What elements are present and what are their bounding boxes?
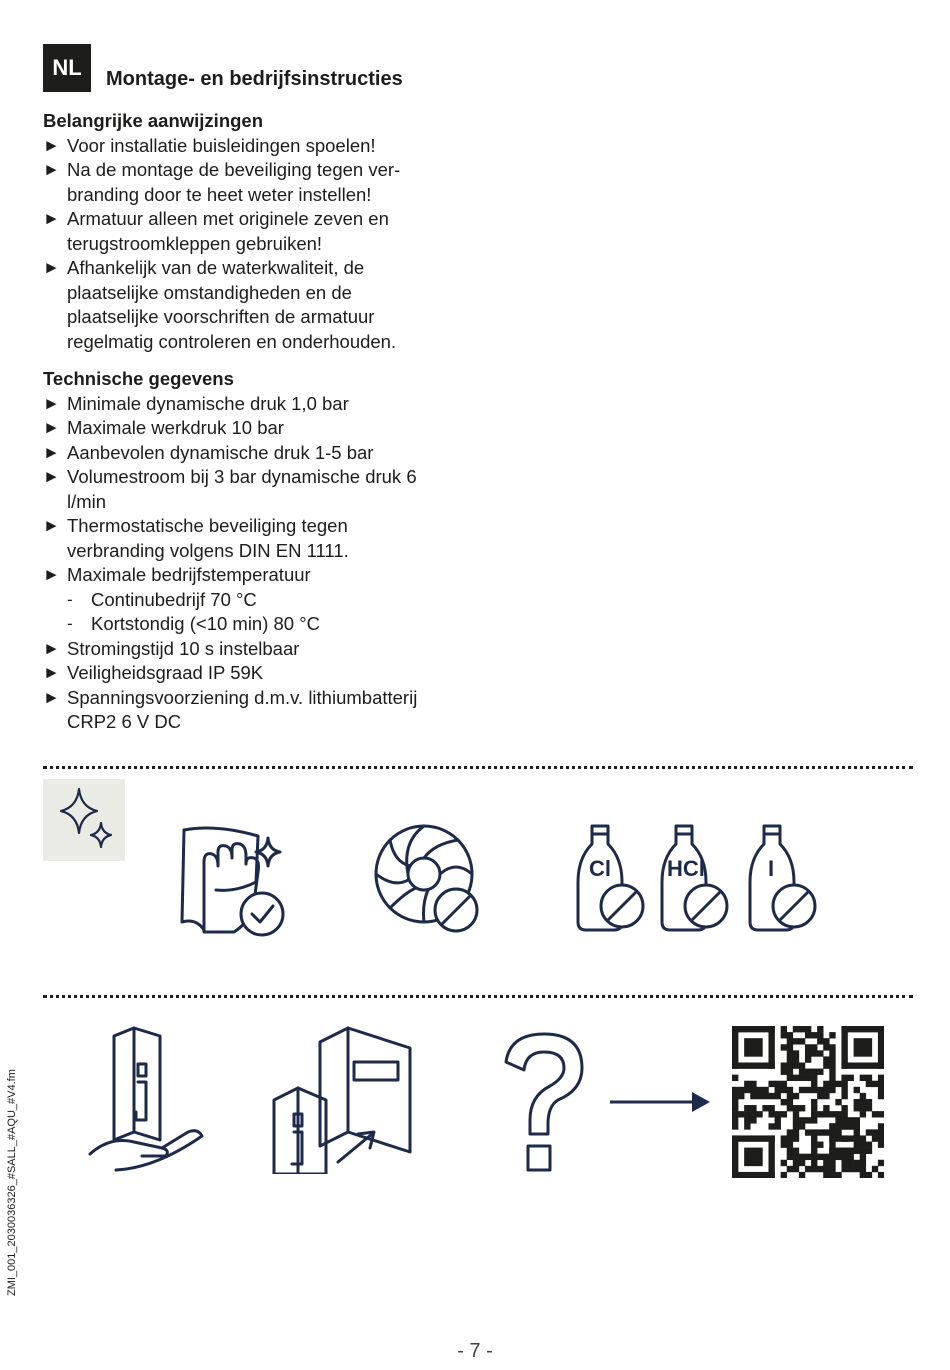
list-item bbox=[43, 207, 437, 256]
bullet-arrow-icon: ► bbox=[43, 393, 60, 413]
sparkle-icon bbox=[43, 779, 125, 861]
important-notes-list bbox=[43, 134, 463, 355]
list-item bbox=[43, 441, 463, 466]
dotted-divider bbox=[43, 766, 913, 769]
info-booklet-hand-icon bbox=[86, 1024, 206, 1172]
bullet-arrow-icon: ► bbox=[43, 160, 60, 179]
sub-list-item bbox=[43, 612, 463, 637]
bullet-arrow-icon: ► bbox=[43, 209, 60, 228]
technical-data-heading: Technische gegevens bbox=[43, 368, 234, 389]
hand-wipe-icon bbox=[176, 822, 291, 940]
list-item-text: Aanbevolen dynamische druk 1-5 bar bbox=[67, 441, 374, 463]
dash-bullet: - bbox=[67, 614, 73, 633]
bullet-arrow-icon: ► bbox=[43, 687, 60, 707]
bullet-arrow-icon: ► bbox=[43, 467, 60, 486]
list-item-text: Afhankelijk van de waterkwaliteit, de plaatselijke omstandigheden en de plaatselijke voorschriften de armatuur regelmatig controleren en onderhouden. bbox=[67, 257, 397, 352]
bottle-label-hcl: HCl bbox=[667, 856, 705, 881]
list-item-text: Maximale bedrijfstemperatuur bbox=[67, 564, 311, 585]
info-manual-arrow-icon bbox=[270, 1024, 412, 1174]
bottle-label-cl: Cl bbox=[589, 856, 611, 881]
language-badge: NL bbox=[43, 44, 91, 92]
list-item bbox=[43, 134, 463, 159]
question-mark-icon bbox=[496, 1030, 596, 1176]
dash-bullet: - bbox=[67, 589, 73, 609]
list-item bbox=[43, 465, 447, 514]
list-item-text: Na de montage de beveiliging tegen ver-branding door te heet weter instellen! bbox=[67, 159, 401, 205]
list-item-text: Veiligheidsgraad IP 59K bbox=[67, 662, 264, 683]
bullet-arrow-icon: ► bbox=[43, 442, 60, 462]
list-item-text: Minimale dynamische druk 1,0 bar bbox=[67, 392, 349, 414]
dotted-divider bbox=[43, 995, 913, 998]
list-item bbox=[43, 416, 463, 441]
list-item-text: Spanningsvoorziening d.m.v. lithiumbatterij CRP2 6 V DC bbox=[67, 686, 418, 732]
list-item-text: Volumestroom bij 3 bar dynamische druk 6 l/min bbox=[67, 466, 417, 512]
no-abrasive-sponge-icon bbox=[372, 822, 484, 934]
bottle-label-i: I bbox=[768, 856, 775, 881]
arrow-right-icon bbox=[608, 1090, 712, 1114]
list-item-text: Voor installatie buisleidingen spoelen! bbox=[67, 134, 376, 156]
sub-list-item bbox=[43, 588, 463, 613]
bullet-arrow-icon: ► bbox=[43, 418, 60, 437]
list-item bbox=[43, 256, 437, 354]
bullet-arrow-icon: ► bbox=[43, 516, 60, 535]
qr-code-icon bbox=[732, 1026, 884, 1178]
list-item bbox=[43, 563, 463, 588]
bullet-arrow-icon: ► bbox=[43, 638, 60, 658]
page-number: - 7 - bbox=[457, 1340, 493, 1362]
bullet-arrow-icon: ► bbox=[43, 135, 60, 155]
list-item bbox=[43, 514, 397, 563]
technical-data-list bbox=[43, 392, 463, 735]
important-notes-section bbox=[43, 109, 463, 354]
list-item-text: Thermostatische beveiliging tegen verbranding volgens DIN EN 1111. bbox=[67, 515, 349, 561]
list-item bbox=[43, 158, 437, 207]
list-item bbox=[43, 392, 463, 417]
bullet-arrow-icon: ► bbox=[43, 258, 60, 277]
important-notes-heading: Belangrijke aanwijzingen bbox=[43, 110, 264, 131]
list-item-text: Maximale werkdruk 10 bar bbox=[67, 417, 284, 438]
list-item-text: Stromingstijd 10 s instelbaar bbox=[67, 637, 300, 659]
list-item bbox=[43, 637, 463, 662]
bullet-arrow-icon: ► bbox=[43, 663, 60, 682]
list-item bbox=[43, 661, 463, 686]
document-title: Montage- en bedrijfsinstructies bbox=[106, 68, 403, 90]
list-item bbox=[43, 686, 462, 735]
list-item-text: Kortstondig (<10 min) 80 °C bbox=[91, 613, 320, 634]
list-item-text: Continubedrijf 70 °C bbox=[91, 588, 257, 610]
list-item-text: Armatuur alleen met originele zeven en terugstroomkleppen gebruiken! bbox=[67, 208, 389, 254]
technical-data-section bbox=[43, 367, 463, 735]
bullet-arrow-icon: ► bbox=[43, 565, 60, 584]
file-reference: ZMI_001_2030036326_#SALL_#AQU_#V4.fm bbox=[6, 1069, 18, 1296]
